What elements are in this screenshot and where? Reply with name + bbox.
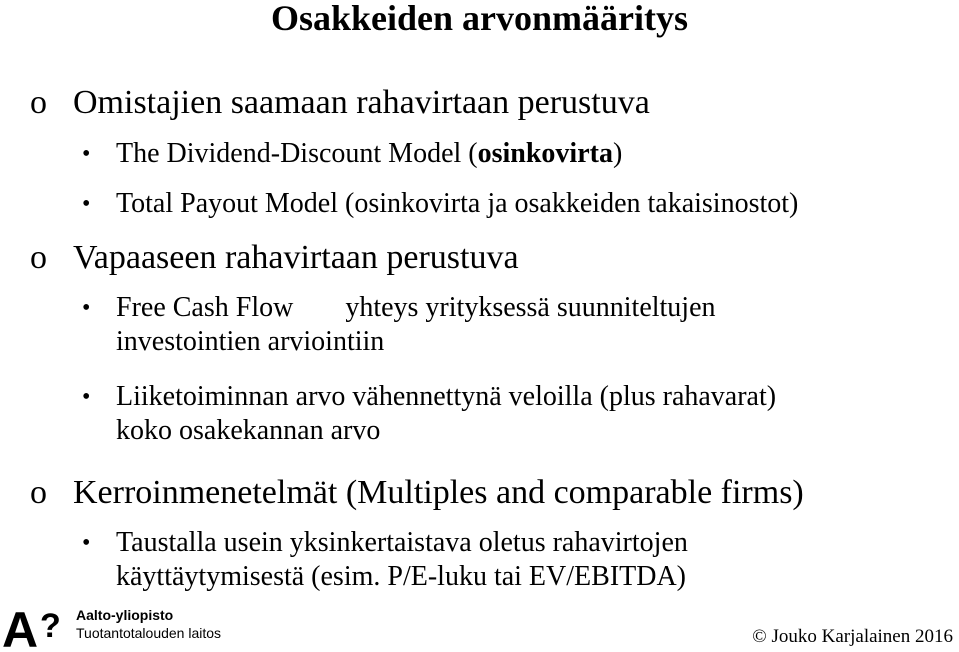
level1-marker: o <box>30 84 47 121</box>
section-heading-text: Kerroinmenetelmät (Multiples and comparable firms) <box>73 474 804 511</box>
section-heading-text: Omistajien saamaan rahavirtaan perustuva <box>73 84 650 121</box>
bullet-free-cash-flow <box>82 291 716 359</box>
section-heading-free-cashflow <box>30 238 519 278</box>
bullet-bold-term: osinkovirta <box>477 138 613 169</box>
bullet-text-continuation: investointien arviointiin <box>116 326 385 357</box>
organization-name: Aalto-yliopisto <box>76 607 174 623</box>
bullet-cashflow-assumption <box>82 526 688 594</box>
bullet-text: The Dividend-Discount Model ( <box>116 138 478 169</box>
bullet-text-continuation: käyttäytymisestä (esim. P/E-luku tai EV/EBITDA) <box>116 561 687 592</box>
bullet-marker: • <box>82 295 91 321</box>
bullet-text-end: ) <box>612 138 623 169</box>
bullet-text: Total Payout Model (osinkovirta ja osakkeiden takaisinostot) <box>116 188 799 219</box>
slide-title: Osakkeiden arvonmääritys <box>270 0 689 38</box>
bullet-total-payout-model <box>82 187 799 221</box>
section-heading-owner-cashflow <box>30 83 650 123</box>
aalto-logo-mark: ? <box>40 607 61 645</box>
department-name: Tuotantotalouden laitos <box>76 625 222 641</box>
bullet-marker: • <box>82 384 91 410</box>
bullet-marker: • <box>82 530 91 556</box>
bullet-marker: • <box>82 191 91 217</box>
bullet-text: yhteys yrityksessä suunniteltujen <box>345 292 716 323</box>
bullet-enterprise-value <box>82 380 777 448</box>
aalto-logo-icon <box>0 603 72 651</box>
level1-marker: o <box>30 239 47 276</box>
copyright-notice: © Jouko Karjalainen 2016 <box>752 626 953 647</box>
bullet-dividend-discount-model <box>82 137 623 171</box>
level1-marker: o <box>30 474 47 511</box>
bullet-text: Taustalla usein yksinkertaistava oletus rahavirtojen <box>116 527 688 558</box>
section-heading-text: Vapaaseen rahavirtaan perustuva <box>73 239 519 276</box>
section-heading-multiples <box>30 473 804 513</box>
bullet-term: Free Cash Flow <box>116 292 294 323</box>
bullet-text: Liiketoiminnan arvo vähennettynä veloilla (plus rahavarat) <box>116 381 777 412</box>
aalto-logo-letter: A <box>2 603 39 651</box>
bullet-text-continuation: koko osakekannan arvo <box>116 415 381 446</box>
bullet-marker: • <box>82 141 91 167</box>
organization-block <box>76 606 221 642</box>
